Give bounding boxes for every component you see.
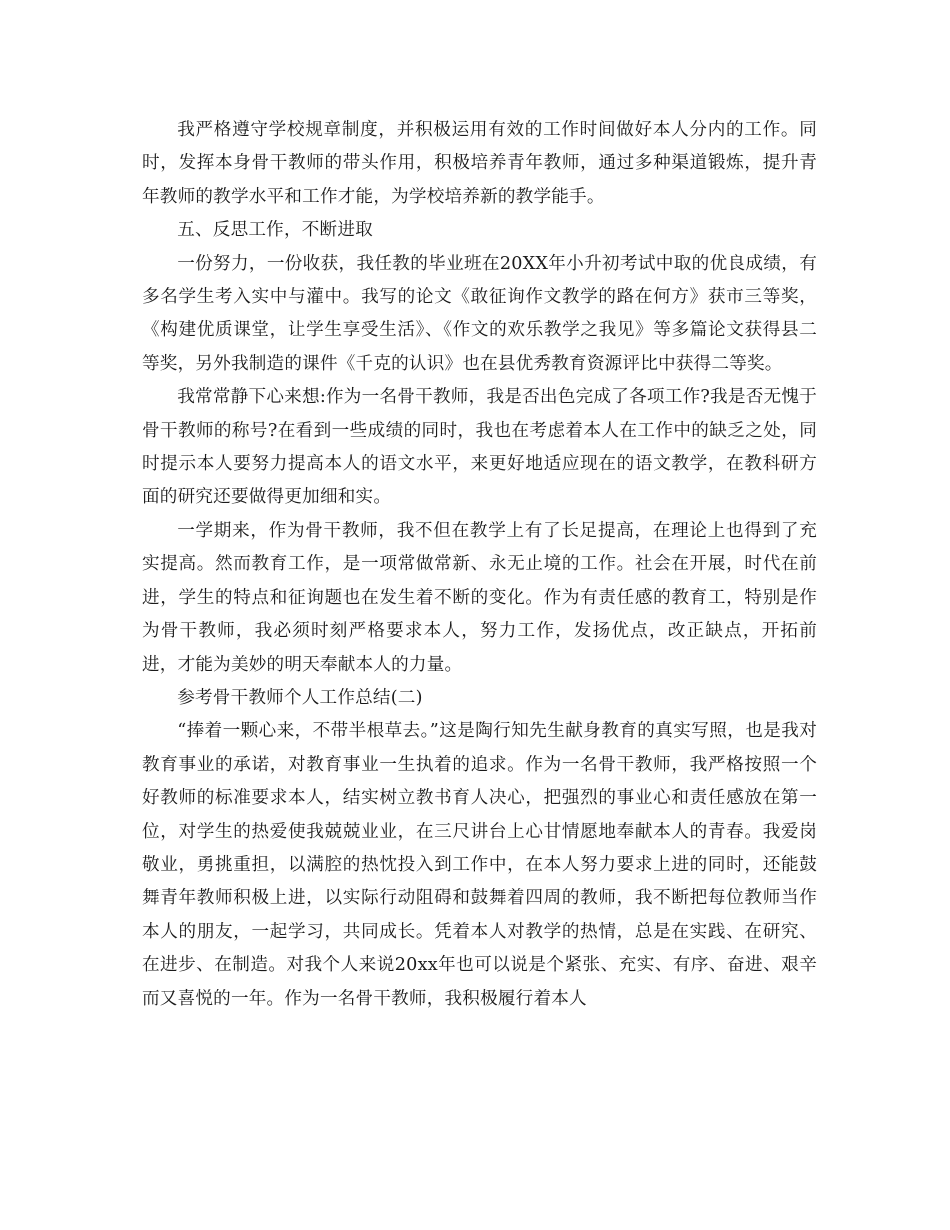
paragraph-dedication: “捧着一颗心来，不带半根草去。”这是陶行知先生献身教育的真实写照，也是我对教育事业的承诺，对教育事业一生执着的追求。作为一名骨干教师，我严格按照一个好教师的标准要求本人，结实树立教书育人决心，把强烈的事业心和责任感放在第一位，对学生的热爱使我兢兢业业，在三尺讲台上心甘情愿地奉献本人的青春。我爱岗敬业，勇挑重担，以满腔的热忱投入到工作中，在本人努力要求上进的同时，还能鼓舞青年教师积极上进，以实际行动阻碍和鼓舞着四周的教师，我不断把每位教师当作本人的朋友，一起学习，共同成长。凭着本人对教学的热情，总是在实践、在研究、在进步、在制造。对我个人来说20xx年也可以说是个紧张、充实、有序、奋进、艰辛而又喜悦的一年。作为一名骨干教师，我积极履行着本人 [142,721,817,1009]
paragraph-school-rules: 我严格遵守学校规章制度，并积极运用有效的工作时间做好本人分内的工作。同时，发挥本身骨干教师的带头作用，积极培养青年教师，通过多种渠道锻炼，提升青年教师的教学水平和工作才能，为学校培养新的教学能手。 [142,120,817,207]
section-heading-reflection: 五、反思工作，不断进取 [177,220,373,241]
paragraph-self-reflection: 我常常静下心来想:作为一名骨干教师，我是否出色完成了各项工作?我是否无愧于骨干教师的称号?在看到一些成绩的同时，我也在考虑着本人在工作中的缺乏之处，同时提示本人要努力提高本人的语文水平，来更好地适应现在的语文教学，在教科研方面的研究还要做得更加细和实。 [142,387,817,508]
section-heading-summary-two: 参考骨干教师个人工作总结(二) [177,687,423,708]
paragraph-achievements: 一份努力，一份收获，我任教的毕业班在20XX年小升初考试中取的优良成绩，有多名学生考入实中与灌中。我写的论文《敢征询作文教学的路在何方》获市三等奖，《构建优质课堂，让学生享受生活》、《作文的欢乐教学之我见》等多篇论文获得县二等奖，另外我制造的课件《千克的认识》也在县优秀教育资源评比中获得二等奖。 [142,253,817,374]
document-body [142,114,817,1016]
paragraph-semester-summary: 一学期来，作为骨干教师，我不但在教学上有了长足提高，在理论上也得到了充实提高。然而教育工作，是一项常做常新、永无止境的工作。社会在开展，时代在前进，学生的特点和征询题也在发生着不断的变化。作为有责任感的教育工，特别是作为骨干教师，我必须时刻严格要求本人，努力工作，发扬优点，改正缺点，开拓前进，才能为美妙的明天奉献本人的力量。 [142,520,817,675]
